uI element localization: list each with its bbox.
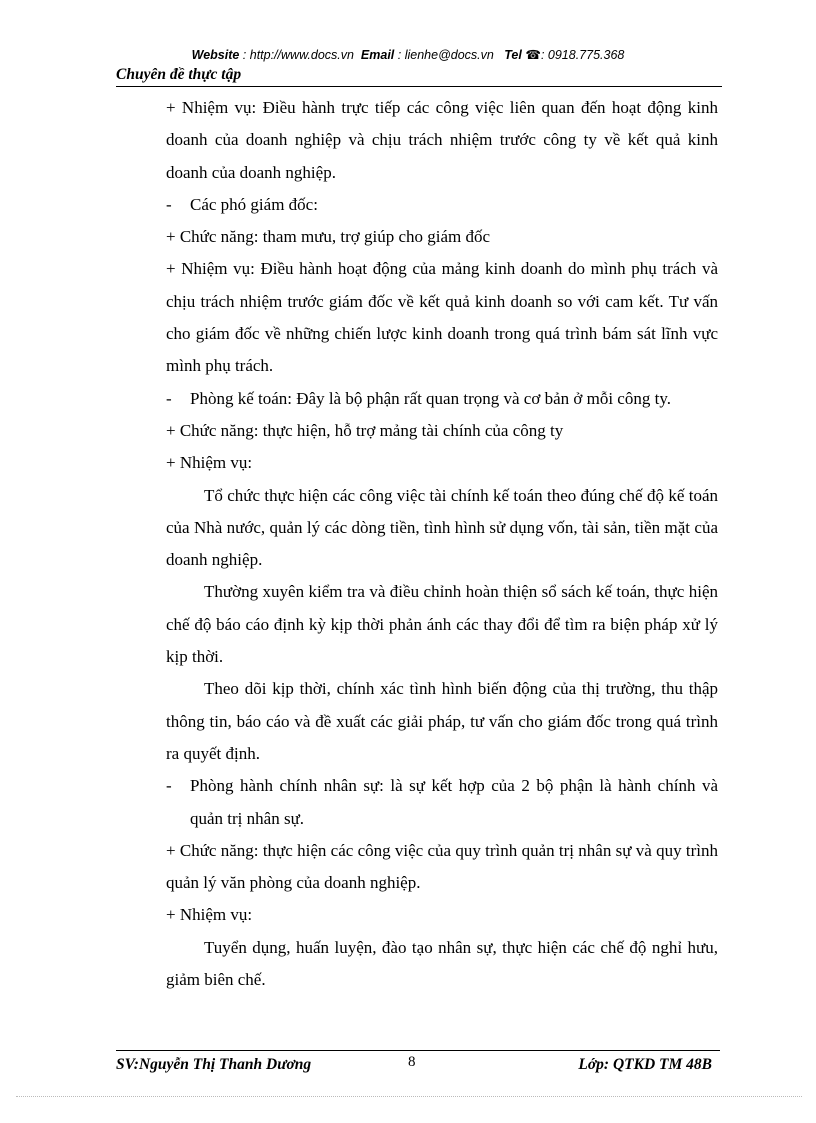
footer-student: SV:Nguyễn Thị Thanh Dương	[116, 1056, 312, 1073]
paragraph: + Nhiệm vụ: Điều hành hoạt động của mảng kinh doanh do mình phụ trách và chịu trách nhiệm trước giám đốc về kết quả kinh doanh so với cam kết. Tư vấn cho giám đốc về những chiến lược kinh doanh trong quá trình bám sát lĩnh vực mình phụ trách.	[166, 259, 718, 376]
page-edge-divider	[16, 1096, 802, 1097]
paragraph: + Nhiệm vụ:	[166, 905, 253, 925]
dash-item	[166, 383, 718, 415]
website-label: Website	[191, 48, 240, 62]
separator: :	[239, 48, 250, 62]
phone-icon: ☎	[525, 48, 541, 62]
paragraph: Theo dõi kịp thời, chính xác tình hình biến động của thị trường, thu thập thông tin, báo cáo và đề xuất các giải pháp, tư vấn cho giám đốc trong quá trình ra quyết định.	[166, 679, 718, 763]
paragraph: + Chức năng: thực hiện, hỗ trợ mảng tài chính của công ty	[166, 420, 564, 440]
paragraph: Tuyển dụng, huấn luyện, đào tạo nhân sự, thực hiện các chế độ nghỉ hưu, giảm biên chế.	[166, 937, 718, 990]
paragraph: + Nhiệm vụ:	[166, 453, 253, 473]
paragraph: + Chức năng: tham mưu, trợ giúp cho giám đốc	[166, 227, 491, 247]
dash-bullet: -	[166, 776, 172, 796]
tel-label: Tel	[504, 48, 522, 62]
paragraph: + Chức năng: thực hiện các công việc của quy trình quản trị nhân sự và quy trình quản lý văn phòng của doanh nghiệp.	[166, 840, 718, 893]
email-value[interactable]: lienhe@docs.vn	[404, 48, 494, 62]
dash-text: Các phó giám đốc:	[190, 194, 318, 214]
paragraph: Thường xuyên kiểm tra và điều chỉnh hoàn thiện sổ sách kế toán, thực hiện chế độ báo cáo định kỳ kịp thời phản ánh các thay đổi để tìm ra biện pháp xử lý kịp thời.	[166, 582, 718, 667]
paragraph: Tổ chức thực hiện các công việc tài chính kế toán theo đúng chế độ kế toán của Nhà nước, quản lý các dòng tiền, tình hình sử dụng vốn, tài sản, tiền mặt của doanh nghiệp.	[166, 485, 718, 570]
website-header	[0, 47, 816, 62]
page-body	[166, 92, 718, 996]
dash-text: Phòng kế toán: Đây là bộ phận rất quan trọng và cơ bản ở mỗi công ty.	[190, 388, 671, 408]
tel-value: : 0918.775.368	[540, 48, 625, 62]
page-number: 8	[408, 1054, 416, 1070]
footer-class: Lớp: QTKD TM 48B	[578, 1056, 712, 1073]
dash-bullet: -	[166, 388, 172, 408]
document-subject: Chuyên đề thực tập	[116, 66, 722, 87]
dash-item	[166, 189, 718, 221]
footer-divider	[116, 1050, 720, 1051]
dash-item	[166, 770, 718, 835]
separator: :	[394, 48, 405, 62]
email-label: Email	[360, 48, 395, 62]
dash-text: Phòng hành chính nhân sự: là sự kết hợp của 2 bộ phận là hành chính và quản trị nhân sự.	[190, 776, 718, 828]
website-url[interactable]: http://www.docs.vn	[249, 48, 354, 62]
paragraph: + Nhiệm vụ: Điều hành trực tiếp các công việc liên quan đến hoạt động kinh doanh của doanh nghiệp và chịu trách nhiệm trước công ty về kết quả kinh doanh của doanh nghiệp.	[166, 98, 718, 182]
dash-bullet: -	[166, 194, 172, 214]
